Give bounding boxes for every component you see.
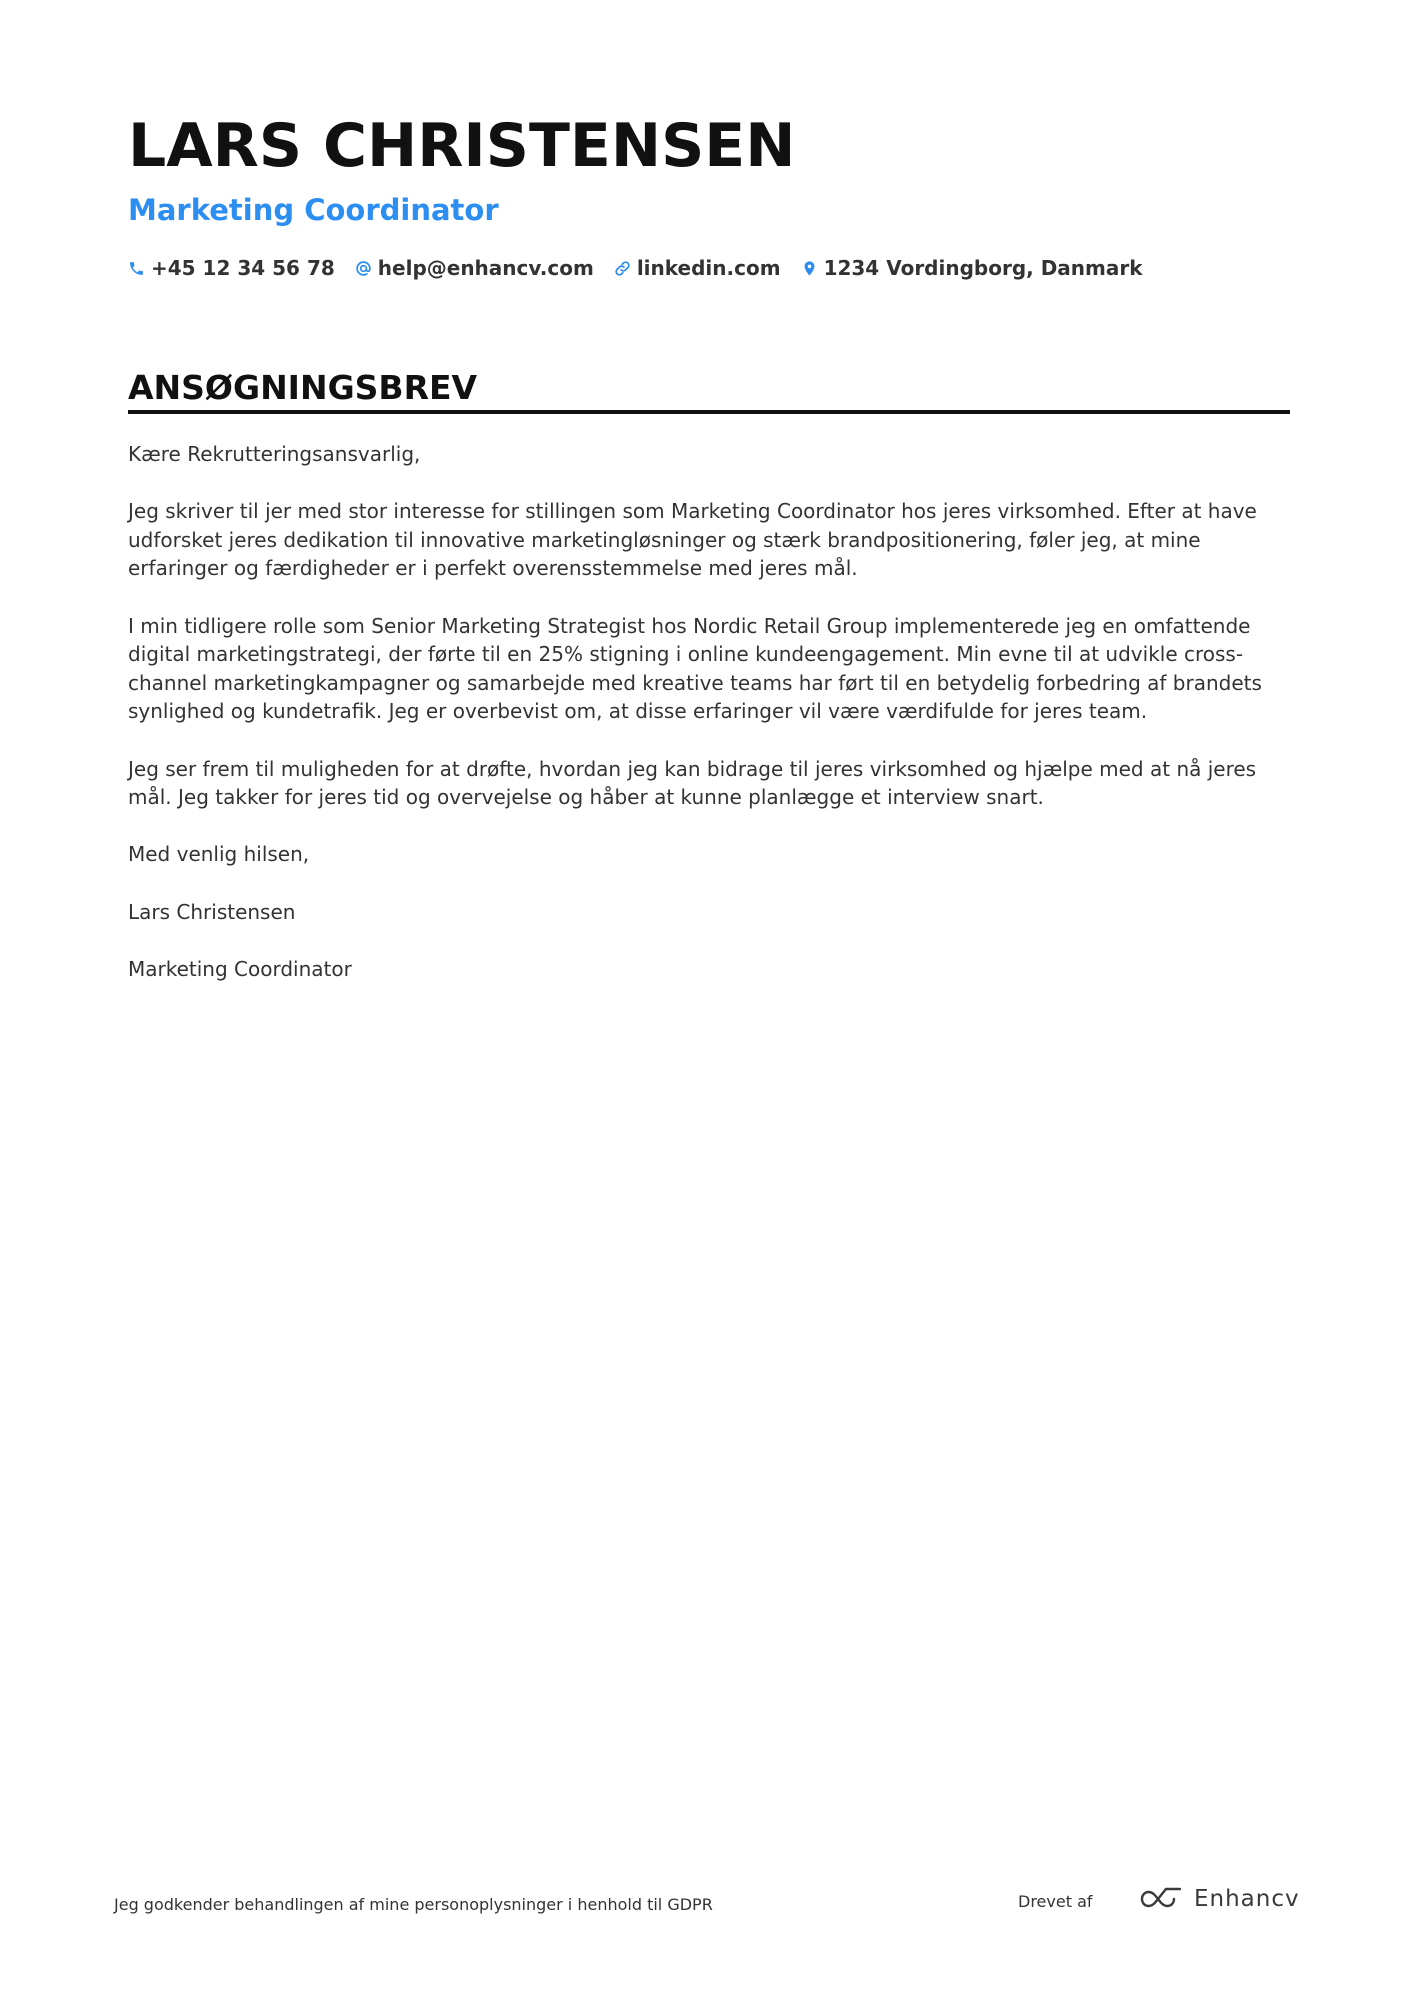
contact-bar xyxy=(128,254,1163,282)
link-icon xyxy=(614,260,631,277)
contact-linkedin-text[interactable]: linkedin.com xyxy=(636,256,781,280)
signature-name: Lars Christensen xyxy=(128,899,296,924)
contact-linkedin[interactable] xyxy=(614,254,781,282)
letter-body xyxy=(128,440,1290,1012)
contact-phone-text: +45 12 34 56 78 xyxy=(151,256,335,280)
enhancv-logo[interactable] xyxy=(1138,1884,1300,1914)
enhancv-logo-text[interactable]: Enhancv xyxy=(1194,1886,1300,1912)
at-icon xyxy=(355,260,372,277)
contact-location xyxy=(801,254,1143,282)
letter-paragraph: Jeg skriver til jer med stor interesse for stillingen som Marketing Coordinator hos jeres virksomhed. Efter at have udforsket jeres dedikation til innovative marketingløsninger og stærk brandpositionering, føler jeg, at mine erfaringer og færdigheder er i perfekt overensstemmelse med jeres mål. xyxy=(128,499,1257,581)
contact-email-text[interactable]: help@enhancv.com xyxy=(377,256,594,280)
phone-icon xyxy=(128,260,145,277)
section-divider xyxy=(128,410,1290,414)
candidate-name: LARS CHRISTENSEN xyxy=(128,111,796,181)
signature-title: Marketing Coordinator xyxy=(128,956,352,981)
gdpr-consent: Jeg godkender behandlingen af mine personoplysninger i henhold til GDPR xyxy=(114,1895,713,1914)
letter-closing: Med venlig hilsen, xyxy=(128,842,310,867)
location-pin-icon xyxy=(801,260,818,277)
letter-greeting: Kære Rekrutteringsansvarlig, xyxy=(128,442,421,466)
contact-location-text: 1234 Vordingborg, Danmark xyxy=(823,256,1143,280)
section-title: ANSØGNINGSBREV xyxy=(128,368,478,407)
contact-phone xyxy=(128,254,335,282)
contact-email[interactable] xyxy=(355,254,594,282)
letter-paragraph: I min tidligere rolle som Senior Marketing Strategist hos Nordic Retail Group implementerede jeg en omfattende digital marketingstrategi, der førte til en 25% stigning i online kundeengagement. Min evne til at udvikle cross-channel marketingkampagner og samarbejde med kreative teams har ført til en betydelig forbedring af brandets synlighed og kundetrafik. Jeg er overbevist om, at disse erfaringer vil være værdifulde for jeres team. xyxy=(128,613,1262,724)
enhancv-logo-icon xyxy=(1138,1885,1184,1913)
letter-paragraph: Jeg ser frem til muligheden for at drøfte, hvordan jeg kan bidrage til jeres virksomhed og hjælpe med at nå jeres mål. Jeg takker for jeres tid og overvejelse og håber at kunne planlægge et interview snart. xyxy=(128,756,1257,810)
job-title: Marketing Coordinator xyxy=(128,193,499,227)
powered-by-label: Drevet af xyxy=(1018,1892,1093,1911)
